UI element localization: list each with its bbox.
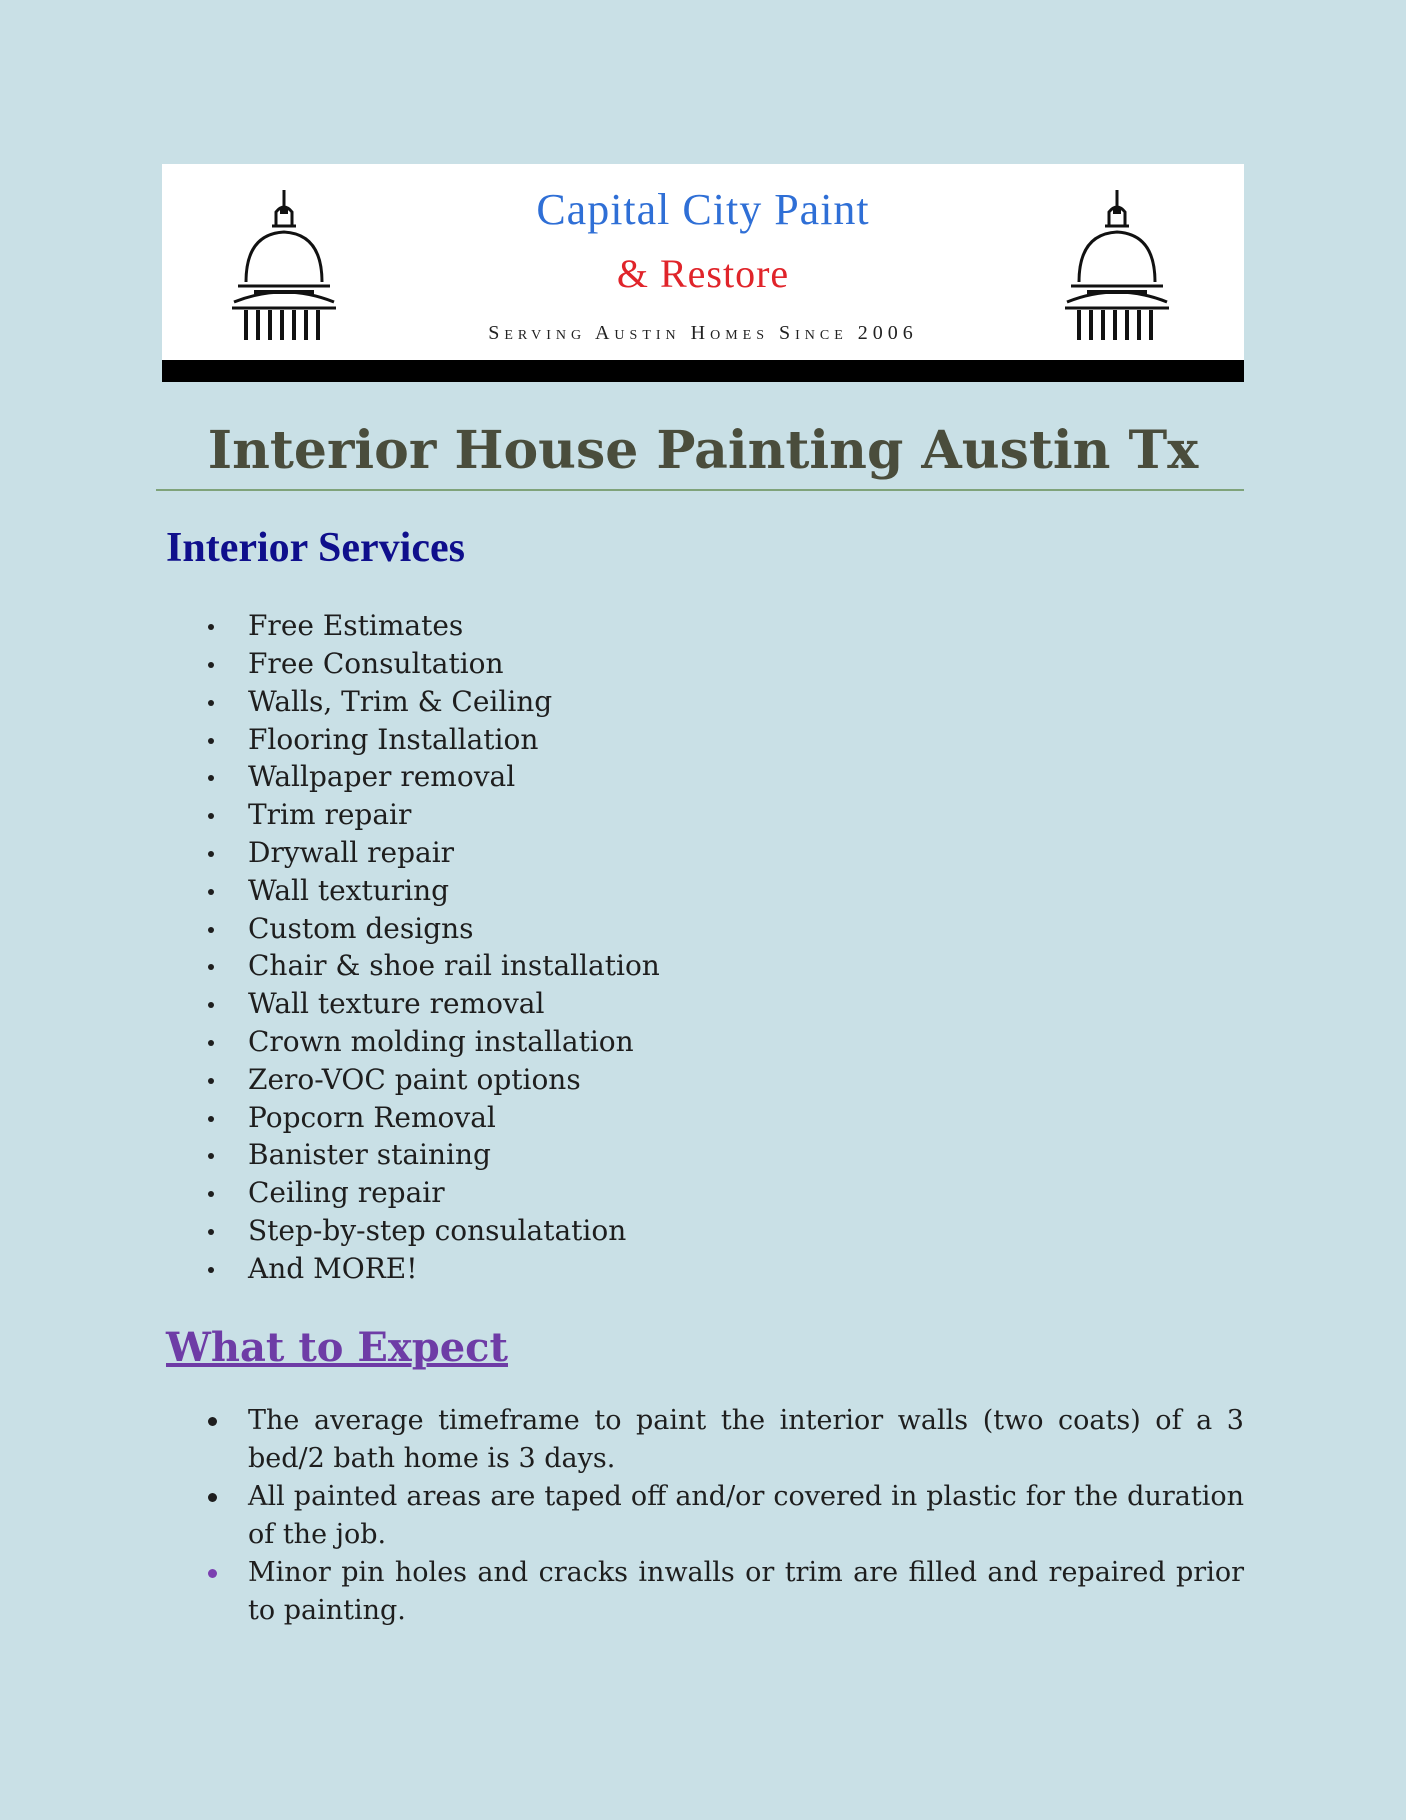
bullet-icon (208, 1153, 214, 1159)
expect-list (162, 1402, 1244, 1630)
brand-tagline: Serving Austin Homes Since 2006 (488, 322, 918, 344)
banner-divider-bar (162, 360, 1244, 382)
bullet-icon (208, 813, 214, 819)
capitol-dome-icon (1057, 186, 1177, 346)
list-item: Flooring Installation (162, 721, 1244, 759)
bullet-icon (208, 1116, 214, 1122)
list-item: And MORE! (162, 1250, 1244, 1288)
list-item: Popcorn Removal (162, 1099, 1244, 1137)
bullet-icon (208, 1267, 214, 1273)
list-item: Walls, Trim & Ceiling (162, 683, 1244, 721)
list-item: Wall texturing (162, 872, 1244, 910)
services-heading: Interior Services (166, 525, 465, 572)
brand-subname: & Restore (616, 251, 790, 296)
bullet-icon (208, 1229, 214, 1235)
bullet-icon (208, 1040, 214, 1046)
list-item: Custom designs (162, 910, 1244, 948)
bullet-icon (208, 738, 214, 744)
bullet-icon (208, 775, 214, 781)
list-item: Drywall repair (162, 834, 1244, 872)
page-title: Interior House Painting Austin Tx (207, 420, 1199, 481)
brand-name: Capital City Paint (536, 185, 870, 234)
bullet-icon (208, 700, 214, 706)
list-item: Free Consultation (162, 645, 1244, 683)
bullet-icon (208, 1078, 214, 1084)
list-item: Step-by-step consulatation (162, 1212, 1244, 1250)
list-item: Minor pin holes and cracks inwalls or trim are filled and repaired prior to painting. (162, 1554, 1244, 1630)
list-item: Crown molding installation (162, 1023, 1244, 1061)
list-item: All painted areas are taped off and/or covered in plastic for the duration of the job. (162, 1478, 1244, 1554)
bullet-icon (208, 1002, 214, 1008)
list-item: Trim repair (162, 796, 1244, 834)
document-page (162, 164, 1244, 1630)
list-item: Wallpaper removal (162, 758, 1244, 796)
bullet-icon (208, 851, 214, 857)
bullet-icon (208, 1569, 217, 1578)
bullet-icon (208, 964, 214, 970)
list-item: The average timeframe to paint the interior walls (two coats) of a 3 bed/2 bath home is 3 days. (162, 1402, 1244, 1478)
bullet-icon (208, 662, 214, 668)
services-list (162, 607, 1244, 1287)
list-item: Chair & shoe rail installation (162, 947, 1244, 985)
bullet-icon (208, 1417, 217, 1426)
list-item: Wall texture removal (162, 985, 1244, 1023)
list-item: Zero-VOC paint options (162, 1061, 1244, 1099)
list-item: Free Estimates (162, 607, 1244, 645)
bullet-icon (208, 889, 214, 895)
expect-heading: What to Expect (166, 1323, 508, 1371)
title-divider (156, 489, 1244, 491)
bullet-icon (208, 624, 214, 630)
list-item: Banister staining (162, 1136, 1244, 1174)
bullet-icon (208, 1493, 217, 1502)
bullet-icon (208, 1191, 214, 1197)
bullet-icon (208, 927, 214, 933)
logo-banner (162, 164, 1244, 382)
list-item: Ceiling repair (162, 1174, 1244, 1212)
